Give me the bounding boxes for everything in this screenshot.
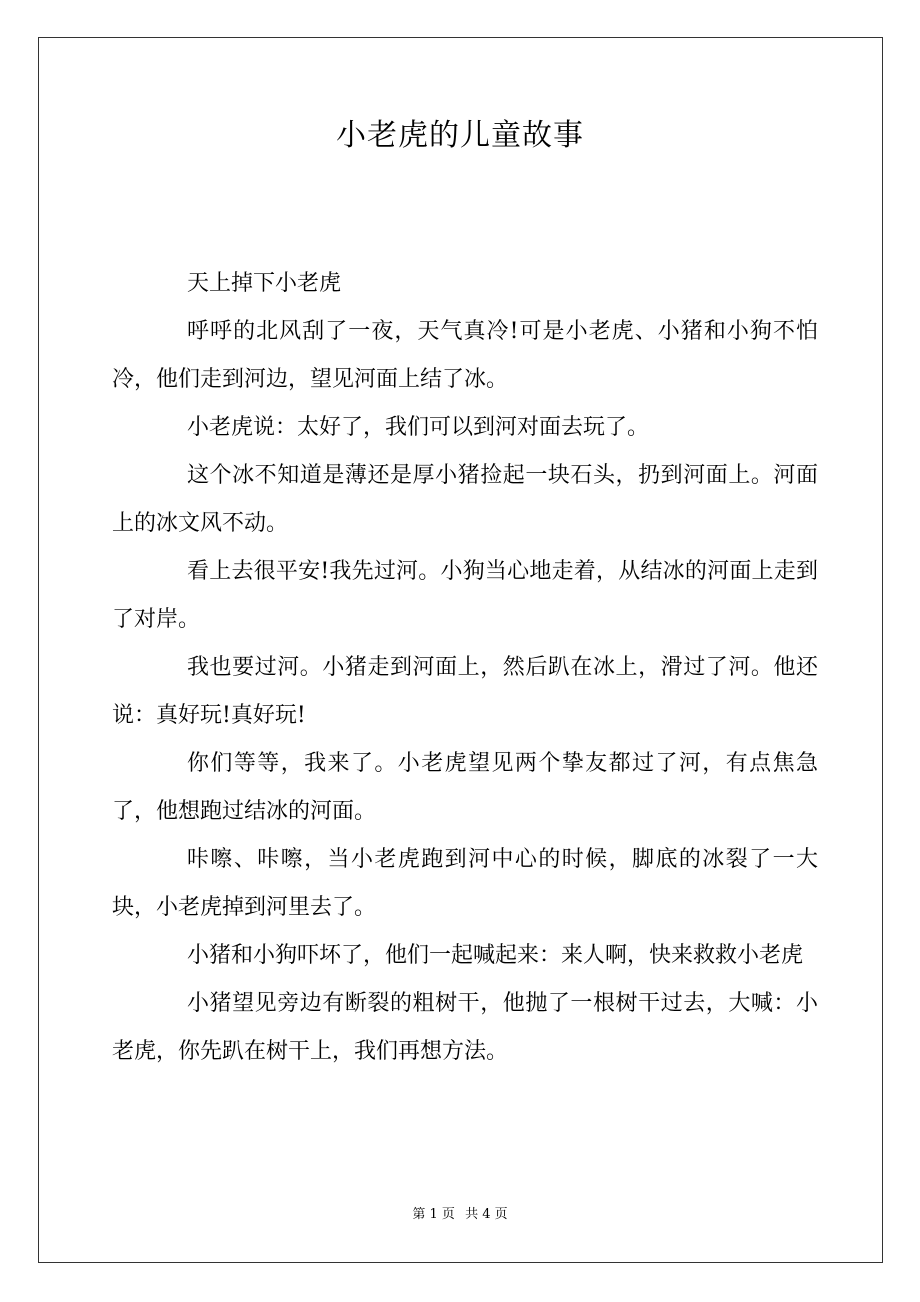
page-total: 共 4 页 xyxy=(465,1207,508,1222)
page-footer xyxy=(0,1206,920,1224)
paragraph: 呼呼的北风刮了一夜，天气真冷!可是小老虎、小猪和小狗不怕冷，他们走到河边，望见河面上结了冰。 xyxy=(112,319,818,392)
document-body xyxy=(112,260,818,1076)
paragraph: 看上去很平安!我先过河。小狗当心地走着，从结冰的河面上走到了对岸。 xyxy=(112,559,818,632)
paragraph: 小猪望见旁边有断裂的粗树干，他抛了一根树干过去，大喊：小老虎，你先趴在树干上，我们再想方法。 xyxy=(112,991,818,1064)
paragraph: 我也要过河。小猪走到河面上，然后趴在冰上，滑过了河。他还说：真好玩!真好玩! xyxy=(112,655,818,728)
paragraph-subtitle: 天上掉下小老虎 xyxy=(187,271,342,296)
paragraph: 这个冰不知道是薄还是厚小猪捡起一块石头，扔到河面上。河面上的冰文风不动。 xyxy=(112,463,818,536)
paragraph: 小老虎说：太好了，我们可以到河对面去玩了。 xyxy=(187,415,650,440)
paragraph: 咔嚓、咔嚓，当小老虎跑到河中心的时候，脚底的冰裂了一大块，小老虎掉到河里去了。 xyxy=(112,847,818,920)
paragraph: 你们等等，我来了。小老虎望见两个挚友都过了河，有点焦急了，他想跑过结冰的河面。 xyxy=(112,751,818,824)
page-number: 第 1 页 xyxy=(412,1207,455,1222)
document-title: 小老虎的儿童故事 xyxy=(336,118,584,153)
paragraph: 小猪和小狗吓坏了，他们一起喊起来：来人啊，快来救救小老虎 xyxy=(187,943,804,968)
